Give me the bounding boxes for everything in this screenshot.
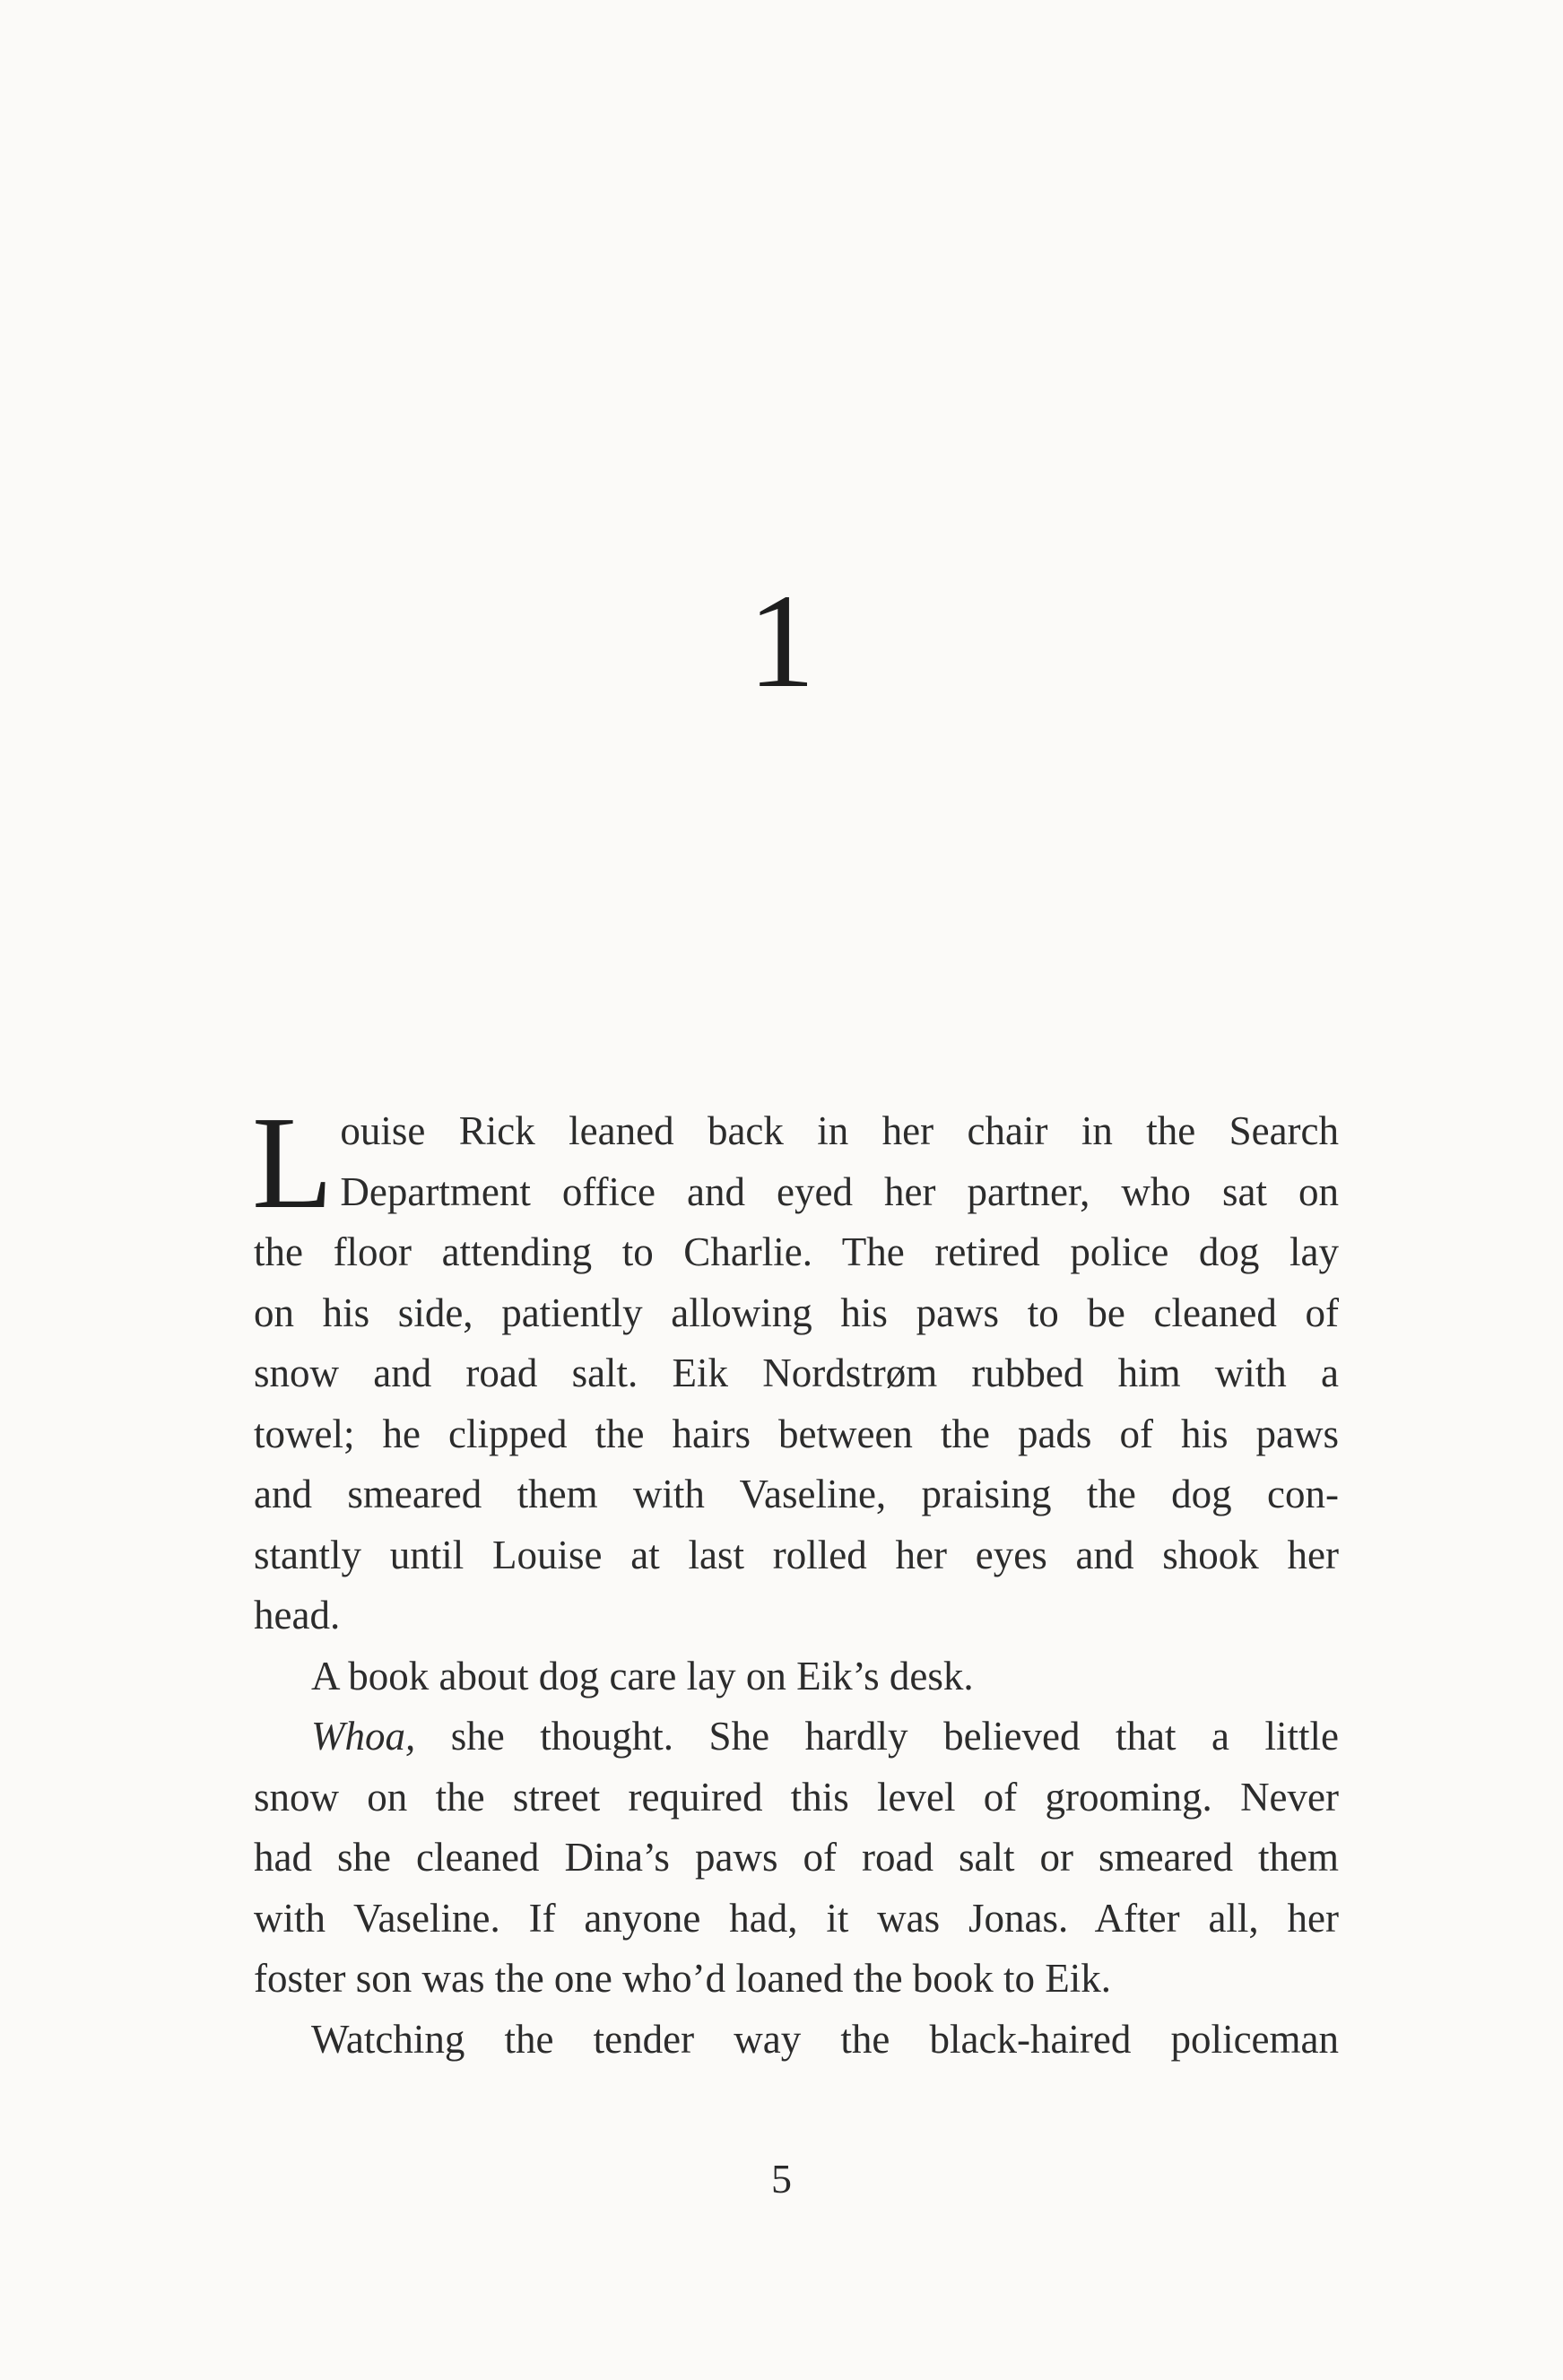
drop-cap: L (252, 1090, 334, 1237)
text-line: Department office and eyed her partner, who sat on (340, 1168, 1339, 1214)
opening-paragraph (252, 1090, 1339, 1646)
text-line: had she cleaned Dina’s paws of road salt or smeared them (254, 1835, 1339, 1880)
paragraph-4 (254, 2010, 1339, 2071)
text-line: on his side, patiently allowing his paws to be cleaned of (254, 1290, 1339, 1335)
text-line: and smeared them with Vaseline, praising the dog con- (254, 1472, 1339, 1516)
first-line-rest: she thought. She hardly believed that a little (415, 1714, 1339, 1759)
italic-lead: Whoa, (311, 1714, 416, 1759)
chapter-number: 1 (748, 567, 815, 716)
text-line: snow on the street required this level of grooming. Never (254, 1774, 1339, 1820)
text-line: A book about dog care lay on Eik’s desk. (311, 1653, 974, 1698)
text-line: Watching the tender way the black-haired policeman (311, 2016, 1339, 2062)
text-line: head. (254, 1593, 341, 1637)
text-line: stantly until Louise at last rolled her eyes and shook her (254, 1532, 1339, 1577)
text-line: snow and road salt. Eik Nordstrøm rubbed him with a (254, 1351, 1339, 1395)
text-line: the floor attending to Charlie. The retired police dog lay (254, 1229, 1339, 1274)
text-line (254, 1707, 1339, 1768)
paragraph-3 (254, 1707, 1339, 1768)
text-line: ouise Rick leaned back in her chair in the Search (340, 1108, 1339, 1153)
chapter-body (252, 1090, 1339, 2070)
text-line: towel; he clipped the hairs between the pads of his paws (254, 1411, 1339, 1456)
page-number: 5 (771, 2156, 792, 2202)
paragraph-2 (254, 1646, 1339, 1707)
text-line: foster son was the one who’d loaned the book to Eik. (254, 1956, 1112, 2001)
paragraph-3-continued (254, 1768, 1339, 2010)
text-line: with Vaseline. If anyone had, it was Jonas. After all, her (254, 1895, 1339, 1941)
